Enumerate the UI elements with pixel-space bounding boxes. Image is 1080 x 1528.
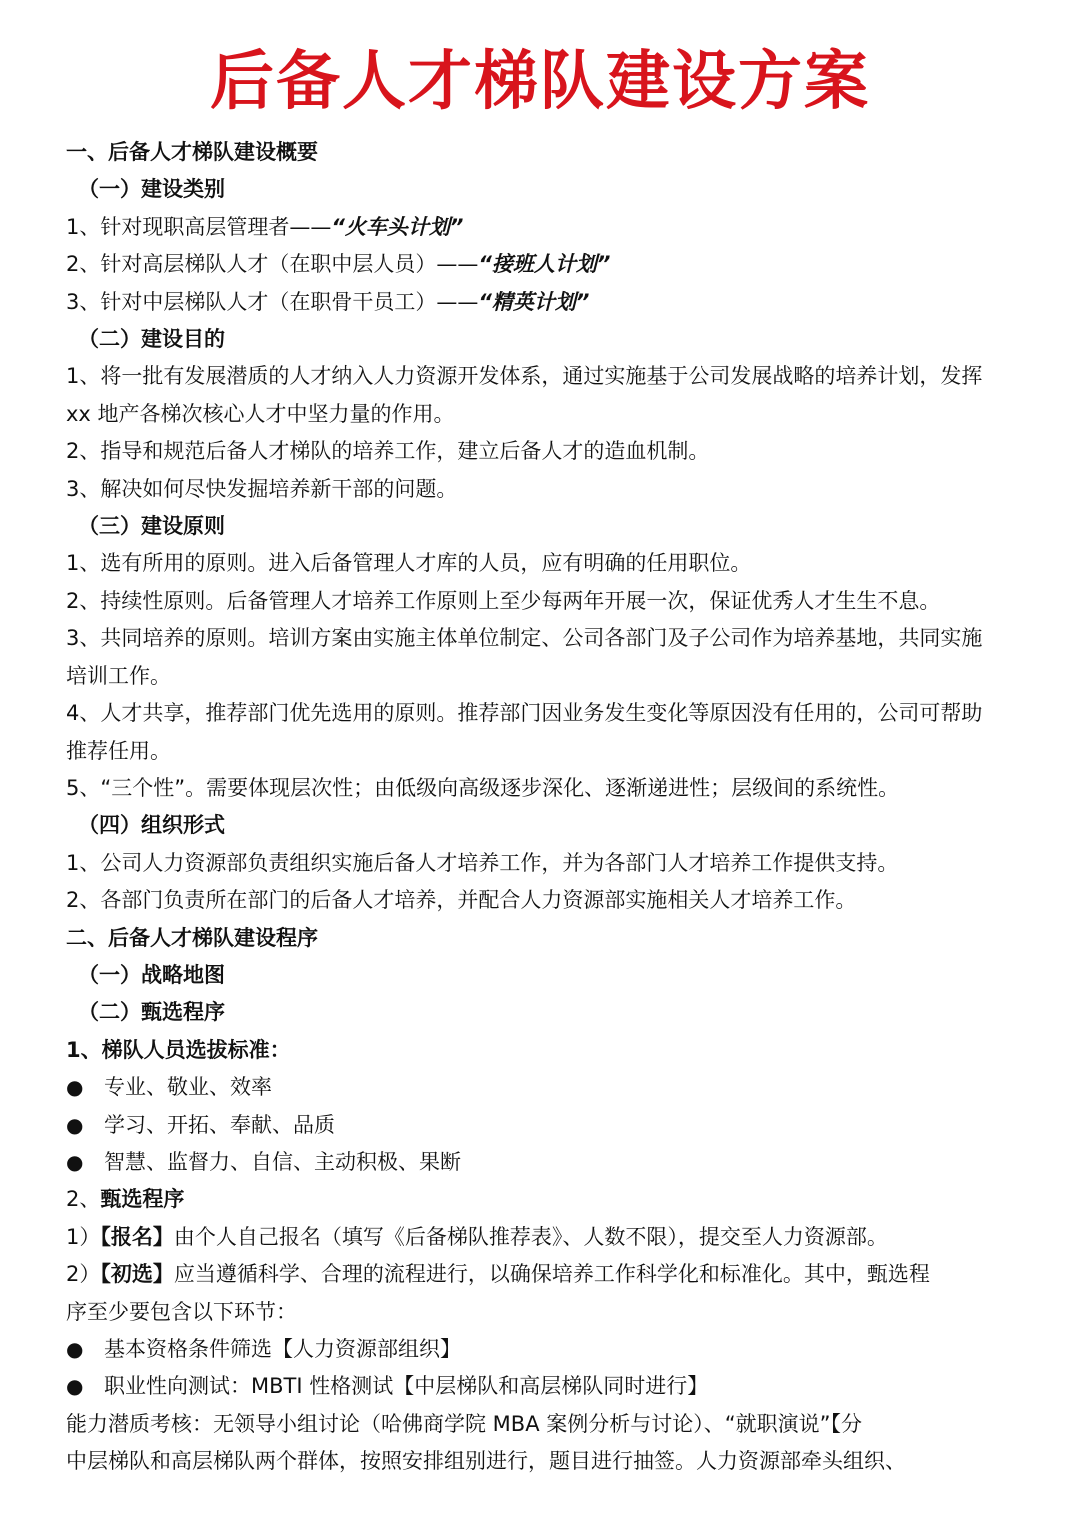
paragraph-line: 1、将一批有发展潜质的人才纳入人力资源开发体系，通过实施基于公司发展战略的培养计划，发挥: [66, 364, 983, 389]
bullet-text: 智慧、监督力、自信、主动积极、果断: [104, 1149, 461, 1174]
subsection-1-1-heading: （一）建设类别: [78, 177, 225, 202]
step-number: 2）: [66, 1262, 101, 1287]
paragraph-line: 能力潜质考核：无领导小组讨论（哈佛商学院 MBA 案例分析与讨论）、“就职演说”【分: [66, 1411, 862, 1436]
bullet-item: [66, 1069, 1026, 1106]
paragraph-line: 2、指导和规范后备人才梯队的培养工作，建立后备人才的造血机制。: [66, 439, 710, 464]
bullet-item: [66, 1144, 1026, 1181]
bullet-icon: ●: [66, 1374, 84, 1399]
document-body: [66, 134, 1026, 1481]
procedure-step: [66, 1219, 1026, 1256]
section-2-heading: 二、后备人才梯队建设程序: [66, 925, 318, 950]
subsection-2-1-heading: （一）战略地图: [78, 962, 225, 987]
paragraph-line: 培训工作。: [66, 663, 171, 688]
plan-name: “精英计划”: [478, 289, 590, 314]
subsection-1-4-heading: （四）组织形式: [78, 813, 225, 838]
bullet-icon: ●: [66, 1112, 84, 1137]
step-tag: 【初选】: [100, 1262, 174, 1287]
bullet-text: 学习、开拓、奉献、品质: [104, 1112, 335, 1137]
subsection-1-2-heading: （二）建设目的: [78, 327, 225, 352]
paragraph-line: 1、选有所用的原则。进入后备管理人才库的人员，应有明确的任用职位。: [66, 551, 752, 576]
step-tag: 【报名】: [100, 1224, 174, 1249]
bullet-item: [66, 1331, 1026, 1368]
paragraph-line: 中层梯队和高层梯队两个群体，按照安排组别进行，题目进行抽签。人力资源部牵头组织、: [66, 1449, 906, 1474]
paragraph-line: 3、解决如何尽快发掘培养新干部的问题。: [66, 476, 458, 501]
step-text: 应当遵循科学、合理的流程进行，以确保培养工作科学化和标准化。其中，甄选程: [173, 1262, 930, 1287]
paragraph-line: 3、共同培养的原则。培训方案由实施主体单位制定、公司各部门及子公司作为培养基地，共同实施: [66, 626, 983, 651]
bullet-text: 职业性向测试：MBTI 性格测试【中层梯队和高层梯队同时进行】: [104, 1374, 709, 1399]
page-title: 后备人才梯队建设方案: [210, 45, 870, 119]
bullet-item: [66, 1368, 1026, 1405]
bullet-icon: ●: [66, 1149, 84, 1174]
subsection-1-3-heading: （三）建设原则: [78, 514, 225, 539]
plan-name: “接班人计划”: [478, 252, 611, 277]
paragraph-line: 5、“三个性”。需要体现层次性；由低级向高级逐步深化、逐渐递进性；层级间的系统性。: [66, 775, 900, 800]
item-text: 1、针对现职高层管理者——: [66, 214, 332, 239]
paragraph-line: 1、公司人力资源部负责组织实施后备人才培养工作，并为各部门人才培养工作提供支持。: [66, 850, 899, 875]
procedure-step: [66, 1256, 1026, 1293]
procedure-label: 甄选程序: [100, 1187, 185, 1212]
paragraph-line: 4、人才共享，推荐部门优先选用的原则。推荐部门因业务发生变化等原因没有任用的，公司可帮助: [66, 701, 983, 726]
list-item: [66, 246, 1026, 283]
step-number: 1）: [66, 1224, 101, 1249]
plan-name: “火车头计划”: [331, 214, 464, 239]
standards-heading: 1、梯队人员选拔标准：: [66, 1037, 291, 1062]
paragraph-line: 序至少要包含以下环节：: [66, 1299, 297, 1324]
list-item: [66, 209, 1026, 246]
bullet-text: 基本资格条件筛选【人力资源部组织】: [104, 1337, 461, 1361]
subsection-2-2-heading: （二）甄选程序: [78, 1000, 225, 1025]
bullet-item: [66, 1107, 1026, 1144]
item-text: 3、针对中层梯队人才（在职骨干员工）——: [66, 289, 479, 314]
bullet-icon: ●: [66, 1337, 84, 1361]
item-text: 2、针对高层梯队人才（在职中层人员）——: [66, 252, 479, 277]
bullet-text: 专业、敬业、效率: [104, 1075, 272, 1100]
list-item: [66, 284, 1026, 321]
paragraph-line: 2、各部门负责所在部门的后备人才培养，并配合人力资源部实施相关人才培养工作。: [66, 888, 857, 913]
paragraph-line: 推荐任用。: [66, 738, 171, 763]
procedure-heading: [66, 1181, 1026, 1218]
paragraph-line: xx 地产各梯次核心人才中坚力量的作用。: [66, 401, 455, 426]
section-1-heading: 一、后备人才梯队建设概要: [66, 140, 318, 164]
bullet-icon: ●: [66, 1075, 84, 1100]
paragraph-line: 2、持续性原则。后备管理人才培养工作原则上至少每两年开展一次，保证优秀人才生生不息。: [66, 588, 941, 613]
step-text: 由个人自己报名（填写《后备梯队推荐表》、人数不限），提交至人力资源部。: [173, 1224, 888, 1249]
procedure-number: 2、: [66, 1187, 101, 1212]
